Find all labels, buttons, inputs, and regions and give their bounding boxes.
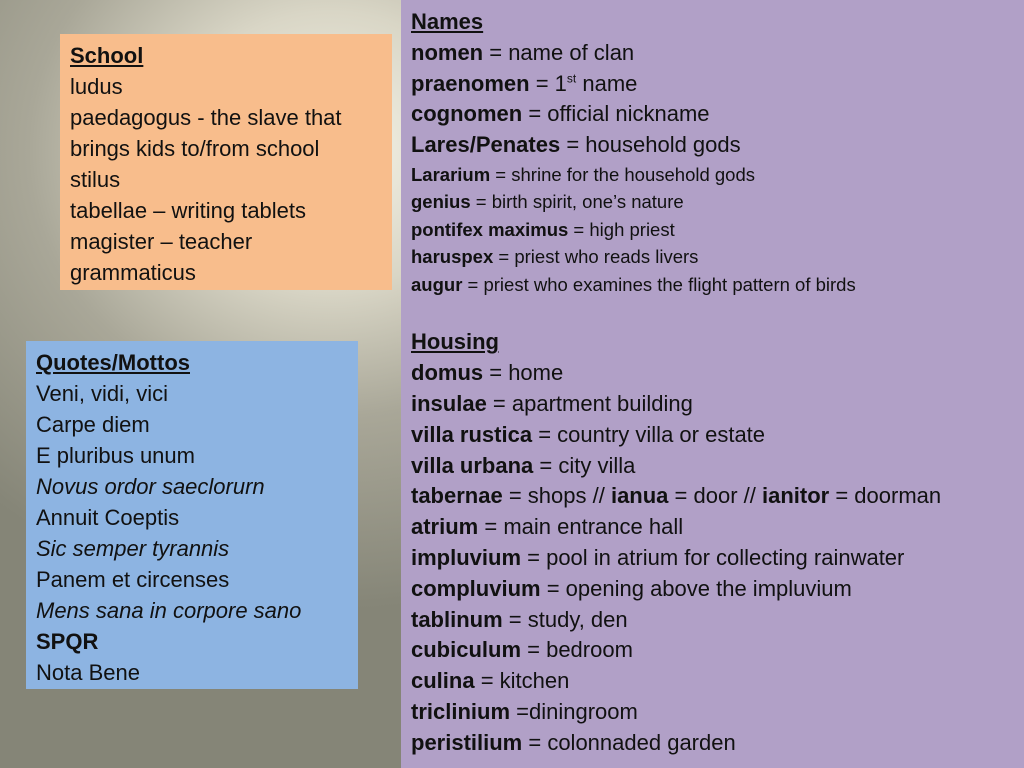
quote-item: Novus ordor saeclorurn bbox=[36, 474, 265, 499]
definition: =diningroom bbox=[510, 699, 638, 725]
term: tabernae bbox=[411, 483, 503, 509]
definition: = kitchen bbox=[474, 668, 570, 694]
quote-item: Carpe diem bbox=[36, 412, 150, 437]
term: ianua bbox=[610, 483, 669, 509]
housing-entry bbox=[411, 451, 1014, 482]
term: impluvium bbox=[411, 545, 522, 571]
definition: = city villa bbox=[533, 452, 636, 478]
definition: = shrine for the household gods bbox=[490, 163, 756, 185]
names-entry bbox=[411, 99, 1014, 130]
definition: = priest who reads livers bbox=[493, 246, 699, 268]
quote-item: Annuit Coeptis bbox=[36, 505, 180, 530]
school-line: stilus bbox=[70, 167, 121, 192]
term: triclinium bbox=[411, 699, 511, 725]
term: compluvium bbox=[411, 575, 541, 601]
housing-entry bbox=[411, 574, 1014, 605]
housing-heading: Housing bbox=[411, 329, 499, 355]
definition: = door // bbox=[668, 483, 762, 509]
definition: = main entrance hall bbox=[478, 514, 684, 540]
quote-item: Veni, vidi, vici bbox=[36, 381, 169, 406]
school-box bbox=[60, 34, 392, 290]
housing-entry bbox=[411, 666, 1014, 697]
definition: = priest who examines the flight pattern of birds bbox=[462, 273, 856, 295]
definition: = 1 bbox=[529, 70, 567, 96]
term: Lares/Penates bbox=[411, 132, 561, 158]
definition: = pool in atrium for collecting rainwater bbox=[521, 545, 905, 571]
quote-item: Sic semper tyrannis bbox=[36, 536, 230, 561]
definition: = doorman bbox=[829, 483, 942, 509]
names-entry bbox=[411, 38, 1014, 69]
definition: = opening above the impluvium bbox=[540, 575, 852, 601]
housing-entry bbox=[411, 697, 1014, 728]
definition: = study, den bbox=[502, 606, 628, 632]
school-line: ludus bbox=[70, 74, 123, 99]
housing-entry bbox=[411, 481, 1014, 512]
school-heading: School bbox=[70, 43, 144, 68]
names-entry bbox=[411, 69, 1014, 100]
quotes-heading: Quotes/Mottos bbox=[36, 350, 190, 375]
term: villa rustica bbox=[411, 421, 533, 447]
quote-item: SPQR bbox=[36, 629, 99, 654]
names-heading: Names bbox=[411, 9, 484, 34]
names-entry bbox=[411, 216, 1014, 244]
term: cubiculum bbox=[411, 637, 522, 663]
housing-entry bbox=[411, 512, 1014, 543]
quote-item: Panem et circenses bbox=[36, 567, 230, 592]
definition: = country villa or estate bbox=[532, 421, 766, 447]
definition: = shops // bbox=[502, 483, 611, 509]
term: villa urbana bbox=[411, 452, 534, 478]
term: tablinum bbox=[411, 606, 503, 632]
housing-entry bbox=[411, 420, 1014, 451]
term: augur bbox=[411, 273, 463, 295]
definition: = household gods bbox=[560, 132, 741, 158]
term: haruspex bbox=[411, 246, 494, 268]
term: domus bbox=[411, 360, 484, 386]
definition: = birth spirit, one’s nature bbox=[470, 191, 684, 213]
definition: name bbox=[576, 70, 638, 96]
school-line: magister – teacher bbox=[70, 229, 253, 254]
definition: = home bbox=[483, 360, 564, 386]
school-line: grammaticus bbox=[70, 260, 196, 285]
school-line: paedagogus - the slave that bbox=[70, 105, 342, 130]
term: atrium bbox=[411, 514, 479, 540]
housing-entry bbox=[411, 728, 1014, 759]
vocab-panel bbox=[401, 0, 1024, 768]
names-entry bbox=[411, 271, 1014, 299]
definition: = name of clan bbox=[483, 39, 635, 65]
definition: = high priest bbox=[568, 218, 675, 240]
school-line: tabellae – writing tablets bbox=[70, 198, 307, 223]
quote-item: Nota Bene bbox=[36, 660, 140, 685]
names-entry bbox=[411, 188, 1014, 216]
quote-item: Mens sana in corpore sano bbox=[36, 598, 302, 623]
spacer bbox=[411, 298, 1014, 327]
quote-item: E pluribus unum bbox=[36, 443, 195, 468]
definition: = apartment building bbox=[486, 391, 693, 417]
names-entry bbox=[411, 161, 1014, 189]
term: nomen bbox=[411, 39, 484, 65]
definition: = official nickname bbox=[522, 101, 710, 127]
housing-entry bbox=[411, 358, 1014, 389]
housing-entry bbox=[411, 605, 1014, 636]
term: peristilium bbox=[411, 729, 523, 755]
housing-entry bbox=[411, 635, 1014, 666]
definition: = bedroom bbox=[521, 637, 633, 663]
names-entry bbox=[411, 130, 1014, 161]
term: cognomen bbox=[411, 101, 523, 127]
quotes-box bbox=[26, 341, 358, 689]
term: Lararium bbox=[411, 163, 491, 185]
term: genius bbox=[411, 191, 471, 213]
term: insulae bbox=[411, 391, 487, 417]
housing-entry bbox=[411, 543, 1014, 574]
term: culina bbox=[411, 668, 475, 694]
superscript: st bbox=[566, 71, 577, 86]
names-entry bbox=[411, 243, 1014, 271]
term: ianitor bbox=[761, 483, 830, 509]
housing-entry bbox=[411, 389, 1014, 420]
definition: = colonnaded garden bbox=[522, 729, 736, 755]
school-line: brings kids to/from school bbox=[70, 136, 320, 161]
term: praenomen bbox=[411, 70, 530, 96]
term: pontifex maximus bbox=[411, 218, 569, 240]
